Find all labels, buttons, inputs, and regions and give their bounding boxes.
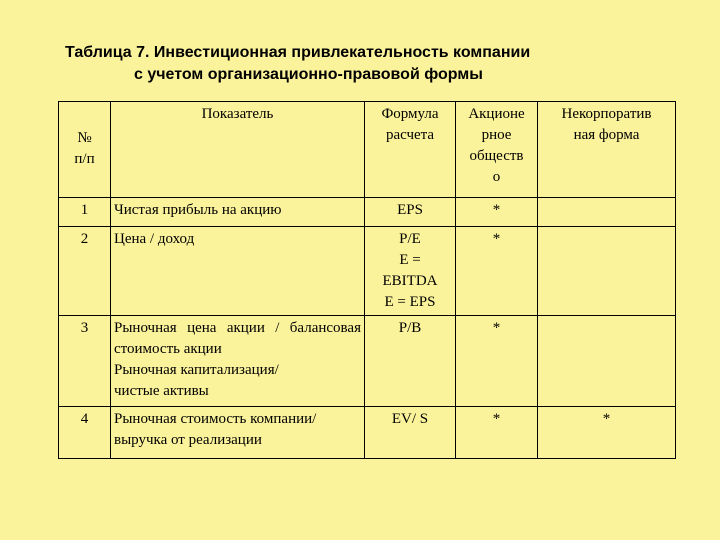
row-non-corporate-mark: [538, 316, 676, 407]
table-title-line-1: Таблица 7. Инвестиционная привлекательность компании: [65, 44, 531, 61]
table-row: [59, 316, 676, 407]
row-indicator-line: Рыночная цена акции / балансовая стоимость акции: [114, 320, 361, 357]
row-number: 1: [59, 198, 111, 227]
row-number: 3: [59, 316, 111, 407]
row-formula-line: EV/ S: [391, 411, 429, 427]
header-joint-stock-line: Акционе: [468, 106, 525, 122]
row-indicator-line: чистые активы: [114, 383, 209, 399]
header-formula: [365, 102, 456, 198]
header-indicator: Показатель: [111, 102, 365, 198]
row-joint-stock-mark: *: [456, 316, 538, 407]
row-formula-line: P/E: [399, 231, 421, 247]
row-formula: [365, 316, 456, 407]
row-non-corporate-mark: [538, 227, 676, 316]
row-formula-line: EPS: [397, 202, 423, 218]
row-non-corporate-mark: [538, 198, 676, 227]
header-joint-stock-line: рное: [481, 127, 512, 143]
row-indicator-line: Чистая прибыль на акцию: [114, 202, 282, 218]
row-indicator: [111, 198, 365, 227]
header-joint-stock-line: о: [492, 169, 501, 185]
row-indicator-line: выручка от реализации: [114, 432, 262, 448]
table-row: [59, 198, 676, 227]
table-row: [59, 407, 676, 459]
row-joint-stock-mark: *: [456, 407, 538, 459]
header-non-corporate-line: ная форма: [573, 127, 640, 143]
header-non-corporate: [538, 102, 676, 198]
row-indicator: [111, 407, 365, 459]
header-number-line: п/п: [74, 151, 95, 167]
header-non-corporate-line: Некорпоратив: [561, 106, 652, 122]
row-formula: [365, 407, 456, 459]
row-formula: [365, 198, 456, 227]
row-formula-line: E =: [399, 252, 421, 268]
header-number-line: №: [77, 130, 92, 146]
row-formula-line: E = EPS: [384, 294, 436, 310]
header-formula-line: расчета: [385, 127, 435, 143]
header-joint-stock-line: обществ: [469, 148, 524, 164]
row-indicator-line: Рыночная стоимость компании/: [114, 411, 317, 427]
row-formula-line: P/B: [398, 320, 422, 336]
row-formula: [365, 227, 456, 316]
table-row: [59, 227, 676, 316]
header-row: [59, 102, 676, 198]
row-indicator-line: Рыночная капитализация/: [114, 362, 279, 378]
header-number: [59, 102, 111, 198]
row-number: 2: [59, 227, 111, 316]
row-joint-stock-mark: *: [456, 198, 538, 227]
table-title-line-2: с учетом организационно-правовой формы: [134, 66, 483, 83]
row-indicator-line: Цена / доход: [114, 231, 195, 247]
header-joint-stock: [456, 102, 538, 198]
row-number: 4: [59, 407, 111, 459]
row-formula-line: EBITDA: [382, 273, 438, 289]
row-indicator: [111, 227, 365, 316]
row-indicator: [111, 316, 365, 407]
row-joint-stock-mark: *: [456, 227, 538, 316]
row-non-corporate-mark: *: [538, 407, 676, 459]
header-formula-line: Формула: [381, 106, 439, 122]
investment-attractiveness-table: [58, 101, 676, 459]
